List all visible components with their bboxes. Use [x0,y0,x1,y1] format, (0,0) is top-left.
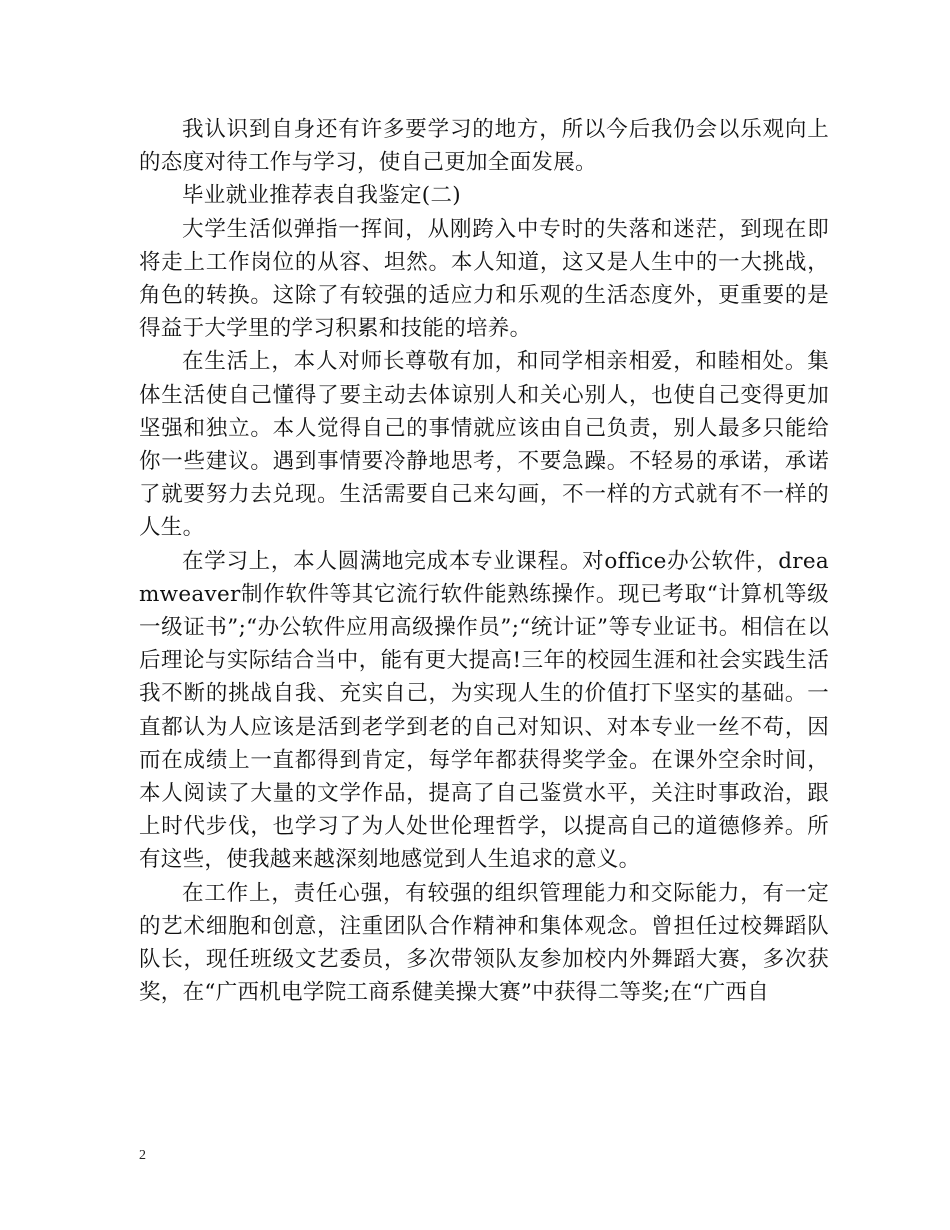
page-number: 2 [139,1148,146,1163]
paragraph-work: 在工作上，责任心强，有较强的组织管理能力和交际能力，有一定的艺术细胞和创意，注重团队合作精神和集体观念。曾担任过校舞蹈队队长，现任班级文艺委员，多次带领队友参加校内外舞蹈大赛，多次获奖，在“广西机电学院工商系健美操大赛”中获得二等奖;在“广西自 [139,880,829,1006]
paragraph-life: 在生活上，本人对师长尊敬有加，和同学相亲相爱，和睦相处。集体生活使自己懂得了要主动去体谅别人和关心别人，也使自己变得更加坚强和独立。本人觉得自己的事情就应该由自己负责，别人最多只能给你一些建议。遇到事情要冷静地思考，不要急躁。不轻易的承诺，承诺了就要努力去兑现。生活需要自己来勾画，不一样的方式就有不一样的人生。 [139,349,829,541]
section-heading: 毕业就业推荐表自我鉴定(二) [182,183,461,209]
paragraph-intro-conclusion: 我认识到自身还有许多要学习的地方，所以今后我仍会以乐观向上的态度对待工作与学习，使自己更加全面发展。 [139,117,829,176]
paragraph-study: 在学习上，本人圆满地完成本专业课程。对office办公软件，dreamweaver制作软件等其它流行软件能熟练操作。现已考取“计算机等级一级证书”;“办公软件应用高级操作员”;“统计证”等专业证书。相信在以后理论与实际结合当中，能有更大提高!三年的校园生涯和社会实践生活我不断的挑战自我、充实自己，为实现人生的价值打下坚实的基础。一直都认为人应该是活到老学到老的自己对知识、对本专业一丝不苟，因而在成绩上一直都得到肯定，每学年都获得奖学金。在课外空余时间，本人阅读了大量的文学作品，提高了自己鉴赏水平，关注时事政治，跟上时代步伐，也学习了为人处世伦理哲学，以提高自己的道德修养。所有这些，使我越来越深刻地感觉到人生追求的意义。 [139,548,829,873]
document-body [139,113,829,1009]
paragraph-university-life: 大学生活似弹指一挥间，从刚跨入中专时的失落和迷茫，到现在即将走上工作岗位的从容、坦然。本人知道，这又是人生中的一大挑战，角色的转换。这除了有较强的适应力和乐观的生活态度外，更重要的是得益于大学里的学习积累和技能的培养。 [139,216,829,342]
